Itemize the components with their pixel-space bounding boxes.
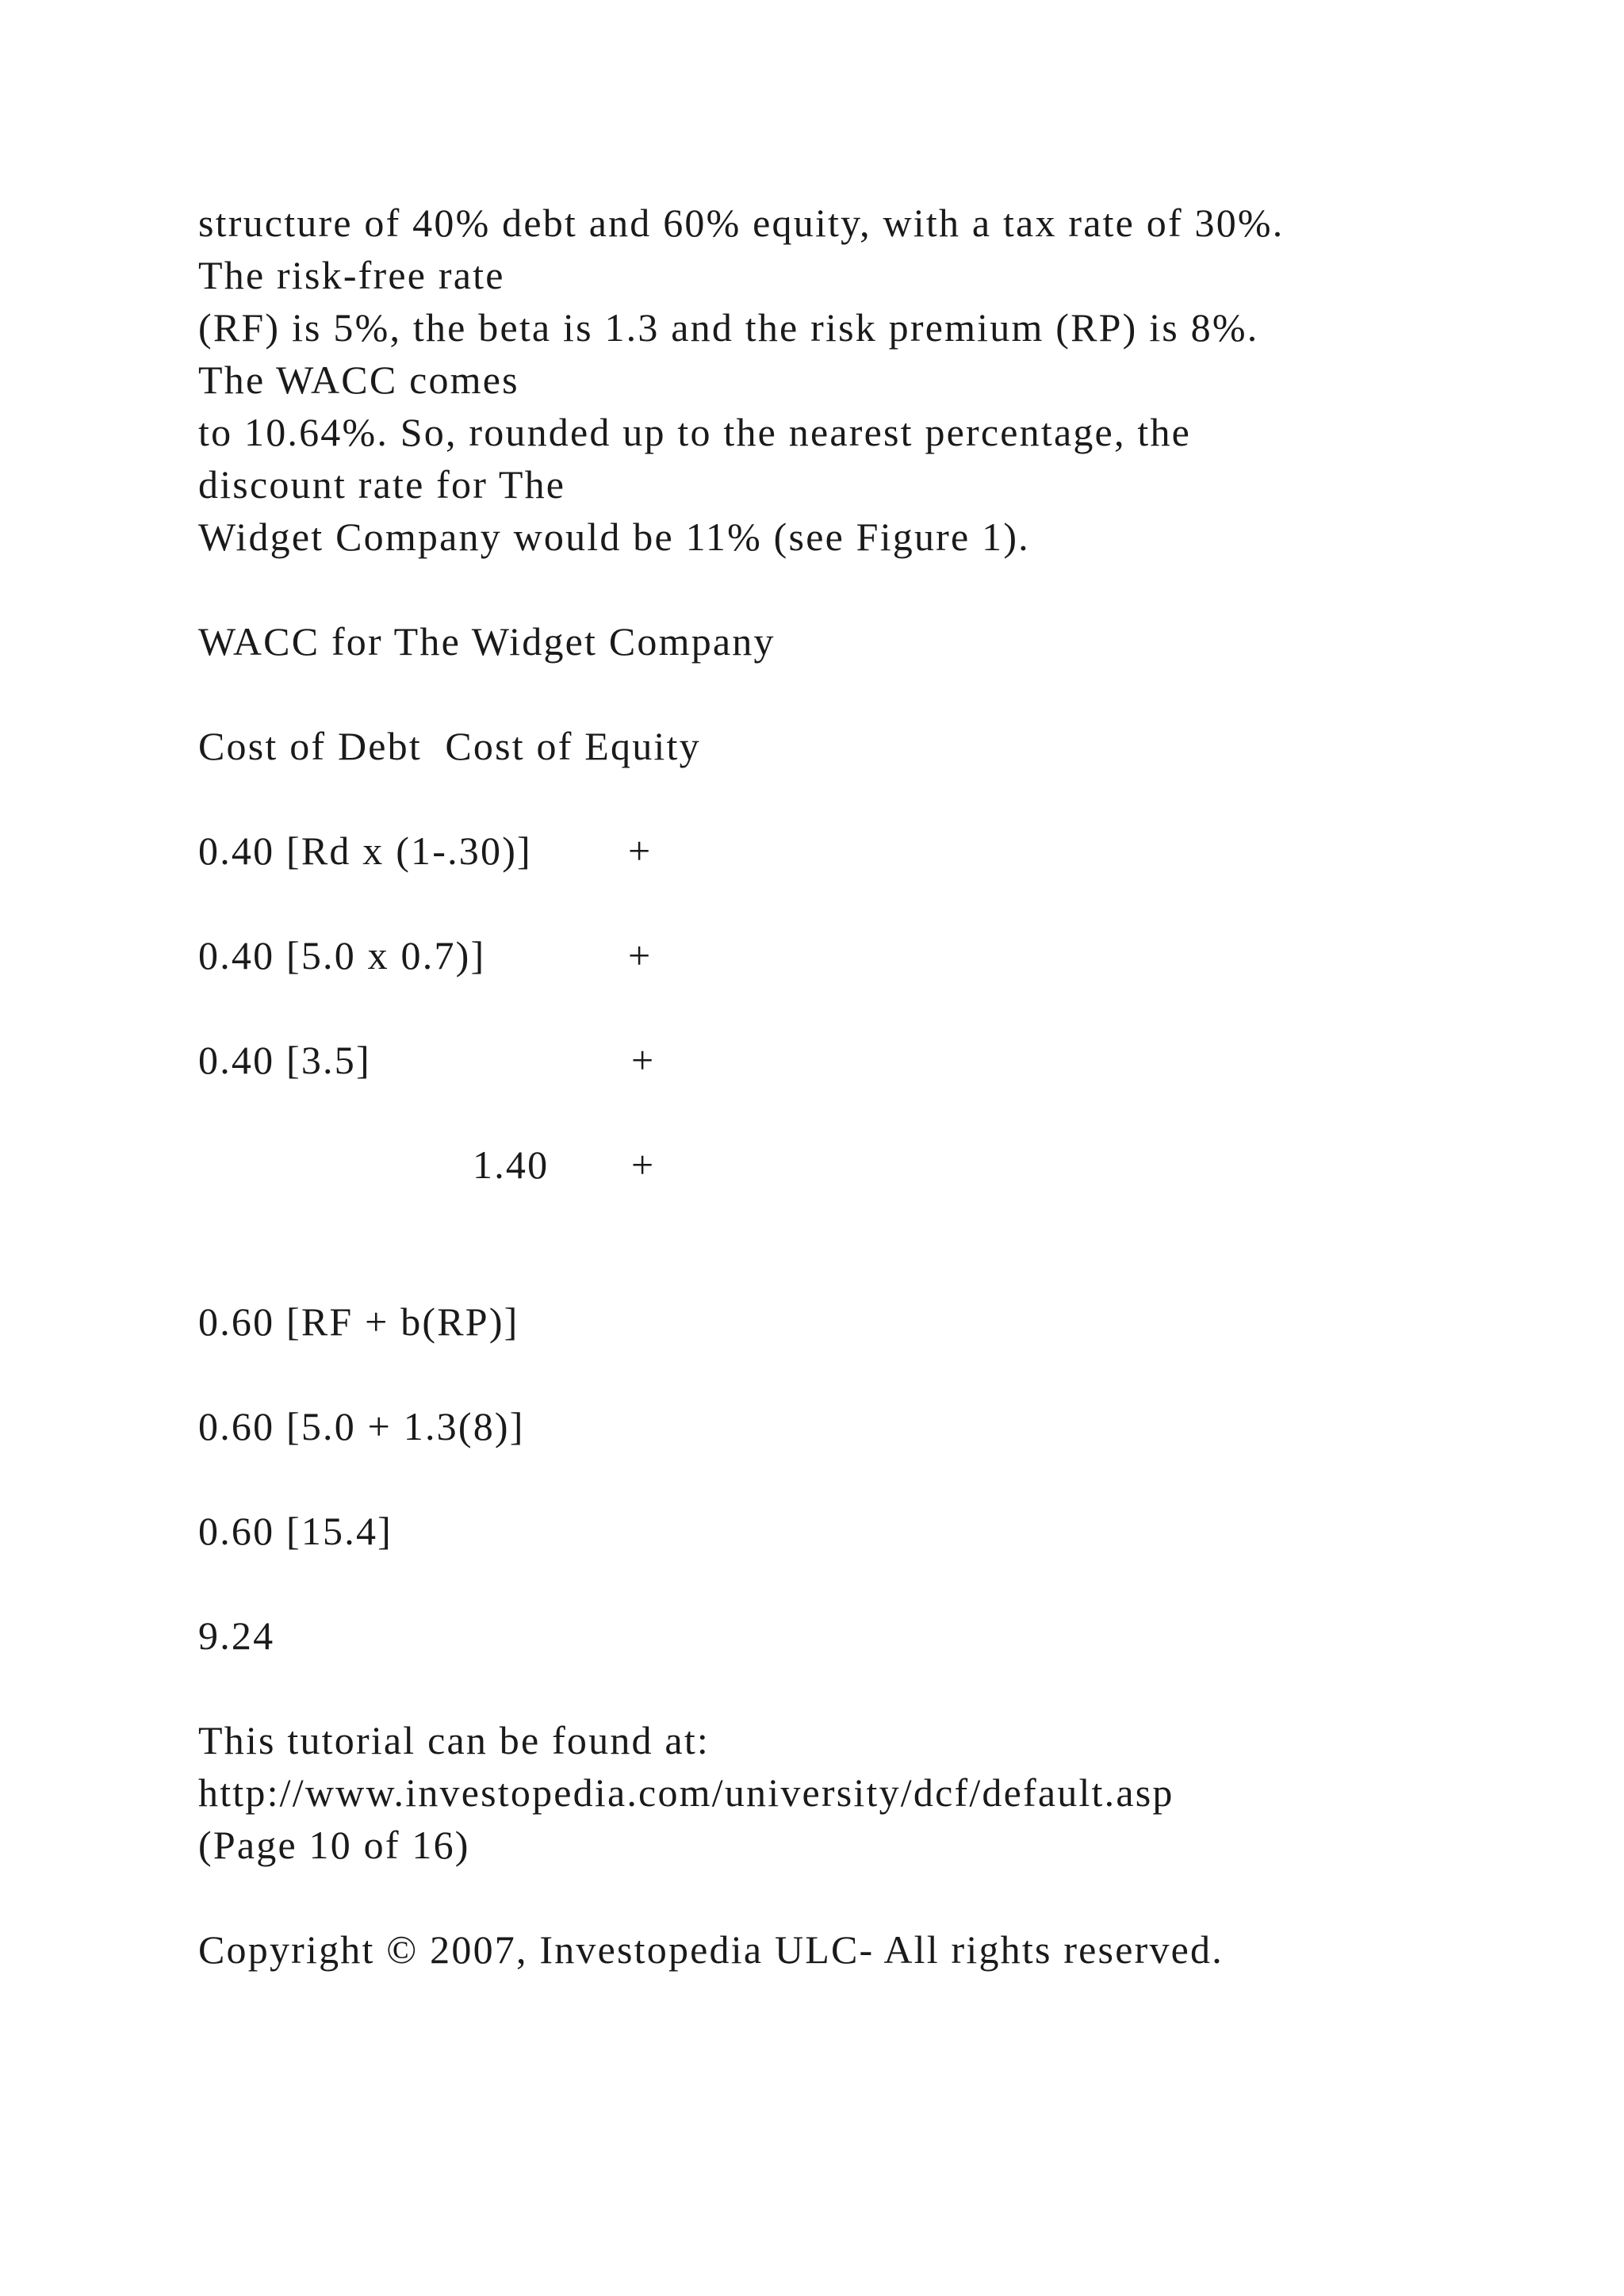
intro-line: Widget Company would be 11% (see Figure 1). xyxy=(198,515,1030,559)
intro-line: discount rate for The xyxy=(198,462,566,507)
column-headers: Cost of Debt Cost of Equity xyxy=(198,724,701,768)
plus-operator: + xyxy=(631,1038,654,1082)
equity-result: 9.24 xyxy=(198,1613,275,1658)
source-line: This tutorial can be found at: xyxy=(198,1718,710,1762)
equity-row: 0.60 [5.0 + 1.3(8)] xyxy=(198,1404,525,1448)
intro-line: to 10.64%. So, rounded up to the nearest percentage, the xyxy=(198,410,1192,454)
plus-operator: + xyxy=(628,933,651,978)
plus-operator: + xyxy=(631,1142,654,1187)
copyright: Copyright © 2007, Investopedia ULC- All rights reserved. xyxy=(198,1927,1224,1972)
intro-line: structure of 40% debt and 60% equity, with a tax rate of 30%. xyxy=(198,201,1285,245)
plus-operator: + xyxy=(628,828,651,873)
figure-title: WACC for The Widget Company xyxy=(198,619,776,664)
intro-line: The risk-free rate xyxy=(198,253,505,297)
debt-row: 0.40 [Rd x (1-.30)] xyxy=(198,828,532,873)
page-number: (Page 10 of 16) xyxy=(198,1823,470,1867)
debt-row: 0.40 [3.5] xyxy=(198,1038,371,1082)
equity-row: 0.60 [15.4] xyxy=(198,1509,393,1553)
intro-line: The WACC comes xyxy=(198,358,519,402)
debt-result: 1.40 xyxy=(473,1142,550,1187)
equity-row: 0.60 [RF + b(RP)] xyxy=(198,1299,519,1344)
intro-line: (RF) is 5%, the beta is 1.3 and the risk premium (RP) is 8%. xyxy=(198,305,1259,350)
debt-row: 0.40 [5.0 x 0.7)] xyxy=(198,933,486,978)
source-url: http://www.investopedia.com/university/dcf/default.asp xyxy=(198,1770,1174,1815)
